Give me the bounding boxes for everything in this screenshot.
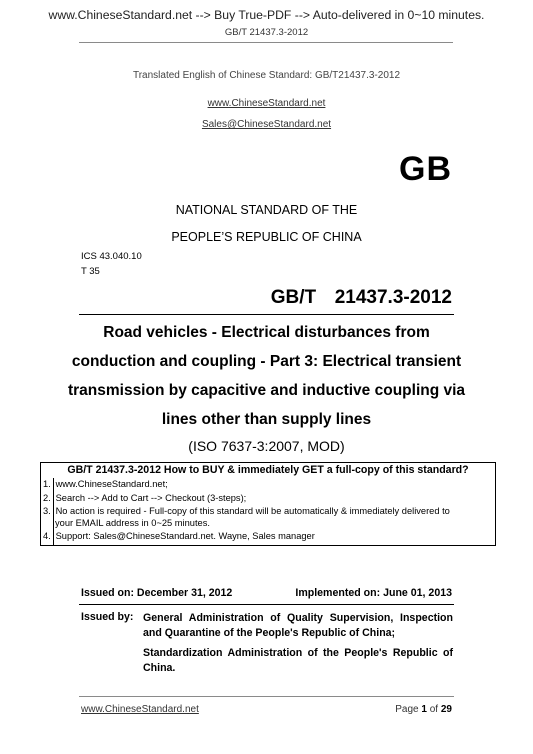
- email-link-wrapper: [0, 114, 533, 132]
- footer-website-link[interactable]: www.ChineseStandard.net: [81, 704, 199, 715]
- gb-mark: GB: [399, 150, 452, 188]
- footer-divider: [79, 696, 454, 697]
- step-text: No action is required - Full-copy of this standard will be automatically & immediately delivered to: [55, 506, 450, 516]
- website-link[interactable]: www.ChineseStandard.net: [207, 98, 326, 109]
- page-total: 29: [440, 704, 452, 715]
- top-banner: www.ChineseStandard.net --> Buy True-PDF --> Auto-delivered in 0~10 minutes.: [48, 8, 485, 22]
- step-text: Search --> Add to Cart --> Checkout (3-steps);: [55, 493, 247, 503]
- header-divider: [79, 42, 453, 43]
- step-number: 2.: [43, 493, 51, 503]
- buy-step: [43, 506, 450, 517]
- t-code: T 35: [81, 266, 100, 277]
- buy-step: [43, 493, 246, 504]
- buy-box-title: GB/T 21437.3-2012 How to BUY & immediately GET a full-copy of this standard?: [67, 464, 469, 476]
- buy-instructions-box: [40, 462, 496, 546]
- header-standard-code: GB/T 21437.3-2012: [224, 27, 309, 38]
- standard-number-divider: [79, 314, 454, 315]
- step-text: Support: Sales@ChineseStandard.net. Wayne, Sales manager: [55, 531, 315, 541]
- national-standard-line-2: PEOPLE’S REPUBLIC OF CHINA: [171, 230, 362, 244]
- standard-number: GB/T 21437.3-2012: [270, 287, 452, 308]
- issued-on-date: Issued on: December 31, 2012: [81, 587, 233, 599]
- page-of: of: [429, 704, 439, 715]
- website-link-wrapper: [0, 93, 533, 111]
- iso-reference: (ISO 7637-3:2007, MOD): [188, 438, 345, 454]
- email-link[interactable]: Sales@ChineseStandard.net: [201, 119, 332, 130]
- issuer-sac: Standardization Administration of the People's Republic of China.: [143, 647, 453, 674]
- step-text[interactable]: www.ChineseStandard.net;: [55, 479, 168, 489]
- dates-divider: [79, 604, 454, 605]
- page-indicator: [395, 704, 452, 715]
- title-line: transmission by capacitive and inductive coupling via: [67, 382, 466, 399]
- ics-code: ICS 43.040.10: [81, 251, 142, 262]
- title-line: conduction and coupling - Part 3: Electrical transient: [71, 353, 462, 370]
- issuer-aqsiq: General Administration of Quality Supervision, Inspection and Quarantine of the People's Republic of China;: [143, 612, 453, 639]
- buy-step-continuation: [55, 518, 210, 529]
- title-line: Road vehicles - Electrical disturbances from: [103, 324, 430, 341]
- translation-note: Translated English of Chinese Standard: GB/T21437.3-2012: [132, 70, 401, 81]
- step-number: 4.: [43, 531, 51, 541]
- step-text: your EMAIL address in 0~25 minutes.: [55, 518, 210, 528]
- issued-by-label: Issued by:: [81, 611, 134, 623]
- title-line: lines other than supply lines: [161, 411, 372, 428]
- national-standard-line-1: NATIONAL STANDARD OF THE: [175, 203, 358, 217]
- page-label: Page: [395, 704, 419, 715]
- step-number: 3.: [43, 506, 51, 516]
- buy-step: [43, 479, 168, 490]
- step-number: 1.: [43, 479, 51, 489]
- buy-step: [43, 531, 315, 542]
- page-current: 1: [421, 704, 427, 715]
- implemented-on-date: Implemented on: June 01, 2013: [295, 587, 452, 599]
